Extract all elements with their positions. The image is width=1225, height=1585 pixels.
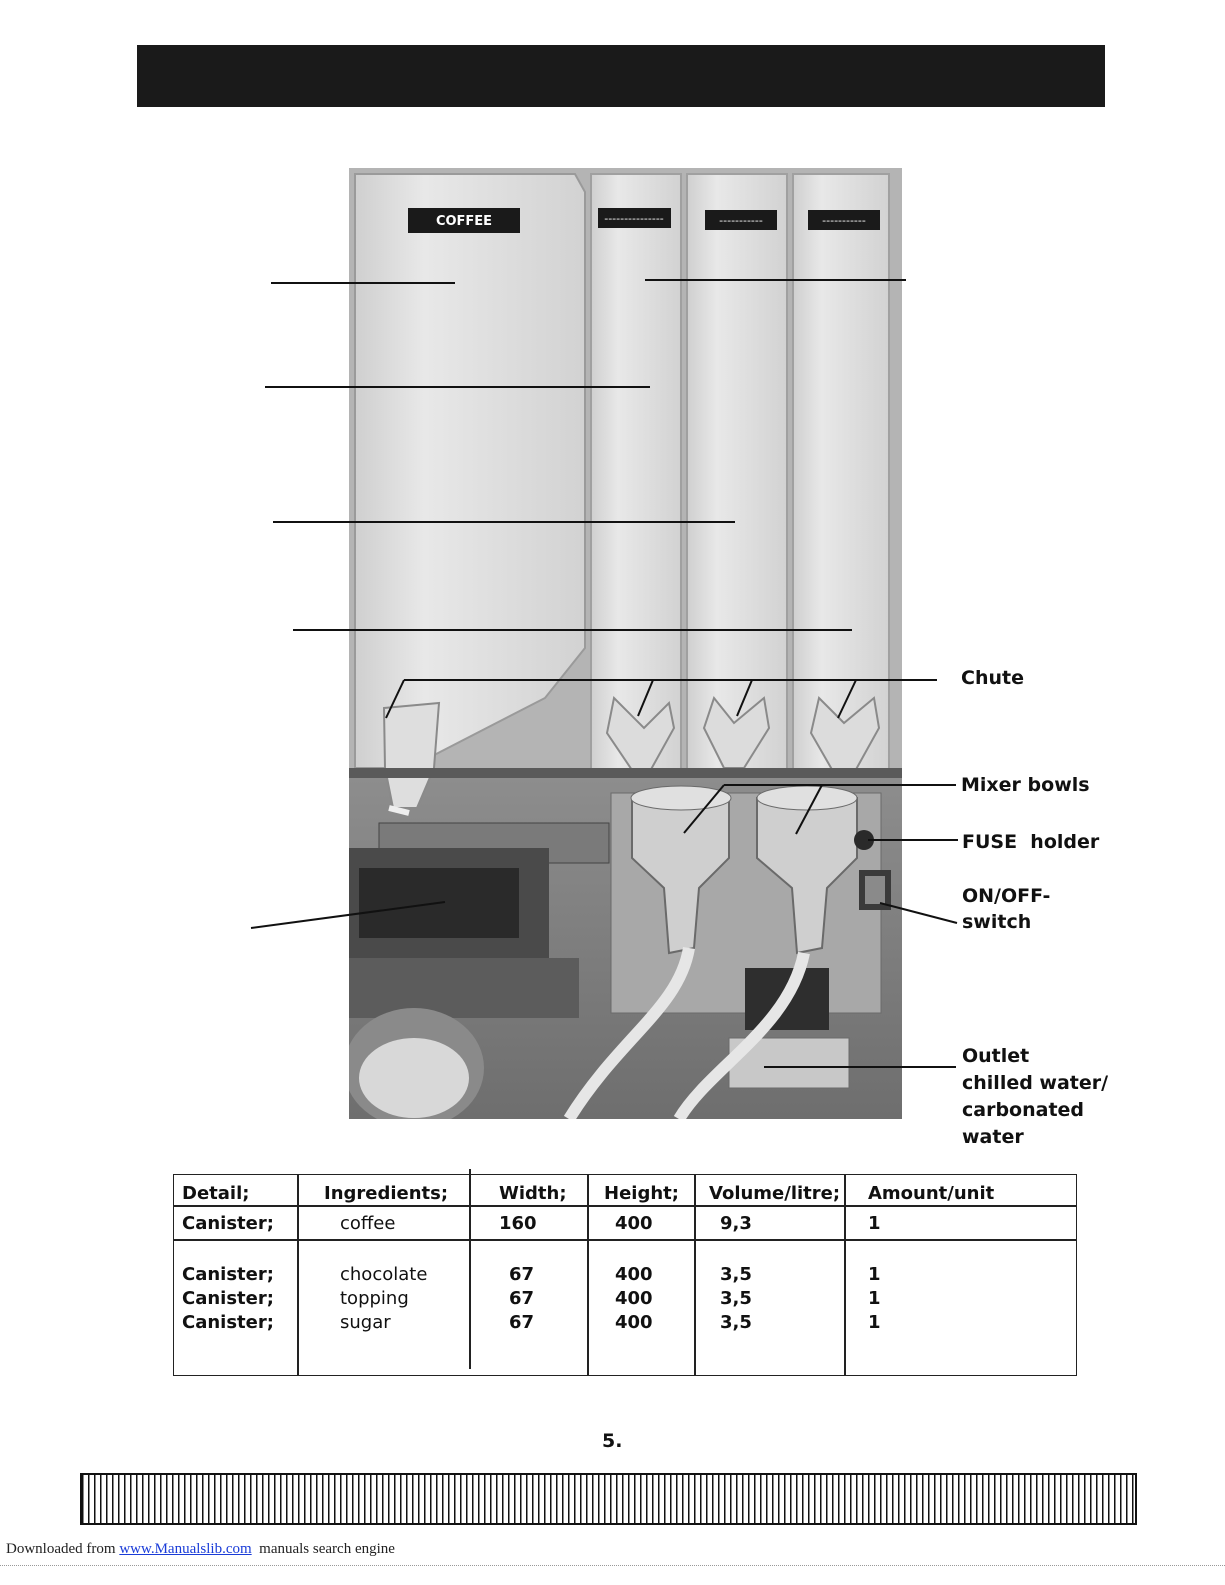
on-off-label-line2: switch xyxy=(962,911,1032,933)
table-cell-height: 400 xyxy=(615,1312,653,1333)
table-header-amount: Amount/unit xyxy=(868,1183,995,1204)
chute-label: Chute xyxy=(961,667,1024,689)
spec-table xyxy=(173,1174,1077,1376)
footer-prefix: Downloaded from xyxy=(6,1541,120,1557)
canister-label-3: ----------- xyxy=(719,214,763,227)
table-cell-amount: 1 xyxy=(868,1213,881,1234)
table-cell-width: 160 xyxy=(499,1213,537,1234)
table-cell-volume: 9,3 xyxy=(720,1213,752,1234)
table-cell-volume: 3,5 xyxy=(720,1312,752,1333)
canister-label-4: ----------- xyxy=(822,214,866,227)
table-cell-ingredient: sugar xyxy=(340,1312,391,1333)
outlet-label-line1: Outlet xyxy=(962,1045,1030,1067)
manualslib-link[interactable]: www.Manualslib.com xyxy=(119,1541,252,1557)
table-cell-width: 67 xyxy=(509,1312,535,1333)
table-header-ingredients: Ingredients; xyxy=(324,1183,449,1204)
machine-photo xyxy=(349,168,902,1119)
table-cell-width: 67 xyxy=(509,1288,535,1309)
download-footer xyxy=(6,1541,395,1558)
table-cell-height: 400 xyxy=(615,1213,653,1234)
table-cell-width: 67 xyxy=(509,1264,535,1285)
footer-suffix: manuals search engine xyxy=(251,1541,395,1557)
page-number: 5. xyxy=(602,1430,623,1452)
header-bar xyxy=(137,45,1105,107)
table-cell-detail: Canister; xyxy=(182,1213,274,1234)
footer-hatch-bar xyxy=(80,1473,1137,1525)
canister-label-2: --------------- xyxy=(604,212,664,225)
table-cell-height: 400 xyxy=(615,1264,653,1285)
footer-rule xyxy=(0,1565,1225,1566)
table-cell-detail: Canister; xyxy=(182,1312,274,1333)
table-cell-height: 400 xyxy=(615,1288,653,1309)
outlet-label-line2: chilled water/ xyxy=(962,1072,1109,1094)
table-header-width: Width; xyxy=(499,1183,567,1204)
table-cell-ingredient: coffee xyxy=(340,1213,396,1234)
table-cell-ingredient: topping xyxy=(340,1288,409,1309)
on-off-label-line1: ON/OFF- xyxy=(962,885,1051,907)
mixer-bowls-label: Mixer bowls xyxy=(961,774,1090,796)
table-cell-volume: 3,5 xyxy=(720,1264,752,1285)
table-header-detail: Detail; xyxy=(182,1183,250,1204)
table-header-height: Height; xyxy=(604,1183,679,1204)
table-header-volume: Volume/litre; xyxy=(709,1183,841,1204)
canister-label-coffee: COFFEE xyxy=(435,214,493,229)
table-cell-detail: Canister; xyxy=(182,1288,274,1309)
outlet-label-line3: carbonated xyxy=(962,1099,1085,1121)
table-cell-amount: 1 xyxy=(868,1264,881,1285)
table-cell-ingredient: chocolate xyxy=(340,1264,428,1285)
fuse-holder-label: FUSE holder xyxy=(962,831,1100,853)
outlet-label-line4: water xyxy=(962,1126,1024,1148)
table-cell-volume: 3,5 xyxy=(720,1288,752,1309)
table-cell-detail: Canister; xyxy=(182,1264,274,1285)
table-cell-amount: 1 xyxy=(868,1312,881,1333)
table-cell-amount: 1 xyxy=(868,1288,881,1309)
